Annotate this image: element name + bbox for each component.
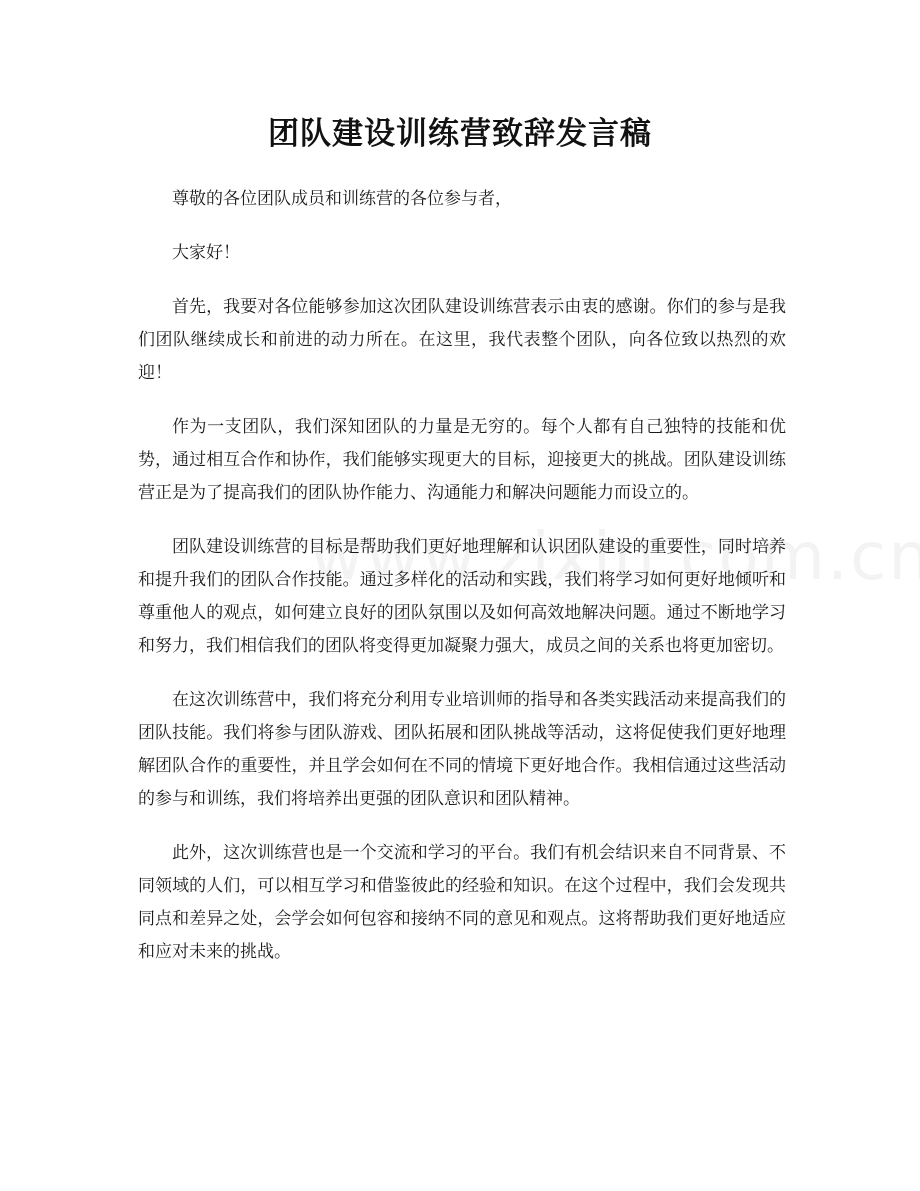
paragraph-salutation: 尊敬的各位团队成员和训练营的各位参与者，: [172, 189, 512, 209]
document-body: [138, 183, 786, 990]
paragraph-greeting: 大家好！: [172, 243, 240, 263]
paragraph: 首先，我要对各位能够参加这次团队建设训练营表示由衷的感谢。你们的参与是我们团队继续成长和前进的动力所在。在这里，我代表整个团队，向各位致以热烈的欢迎！: [138, 297, 786, 383]
paragraph: 此外，这次训练营也是一个交流和学习的平台。我们有机会结识来自不同背景、不同领域的人们，可以相互学习和借鉴彼此的经验和知识。在这个过程中，我们会发现共同点和差异之处，会学会如何包容和接纳不同的意见和观点。这将帮助我们更好地适应和应对未来的挑战。: [138, 843, 786, 962]
paragraph: 作为一支团队，我们深知团队的力量是无穷的。每个人都有自己独特的技能和优势，通过相互合作和协作，我们能够实现更大的目标，迎接更大的挑战。团队建设训练营正是为了提高我们的团队协作能力、沟通能力和解决问题能力而设立的。: [138, 417, 786, 503]
paragraph: 团队建设训练营的目标是帮助我们更好地理解和认识团队建设的重要性，同时培养和提升我们的团队合作技能。通过多样化的活动和实践，我们将学习如何更好地倾听和尊重他人的观点，如何建立良好的团队氛围以及如何高效地解决问题。通过不断地学习和努力，我们相信我们的团队将变得更加凝聚力强大，成员之间的关系也将更加密切。: [138, 537, 786, 656]
paragraph: 在这次训练营中，我们将充分利用专业培训师的指导和各类实践活动来提高我们的团队技能。我们将参与团队游戏、团队拓展和团队挑战等活动，这将促使我们更好地理解团队合作的重要性，并且学会如何在不同的情境下更好地合作。我相信通过这些活动的参与和训练，我们将培养出更强的团队意识和团队精神。: [138, 690, 786, 809]
document-title: 团队建设训练营致辞发言稿: [268, 116, 652, 152]
